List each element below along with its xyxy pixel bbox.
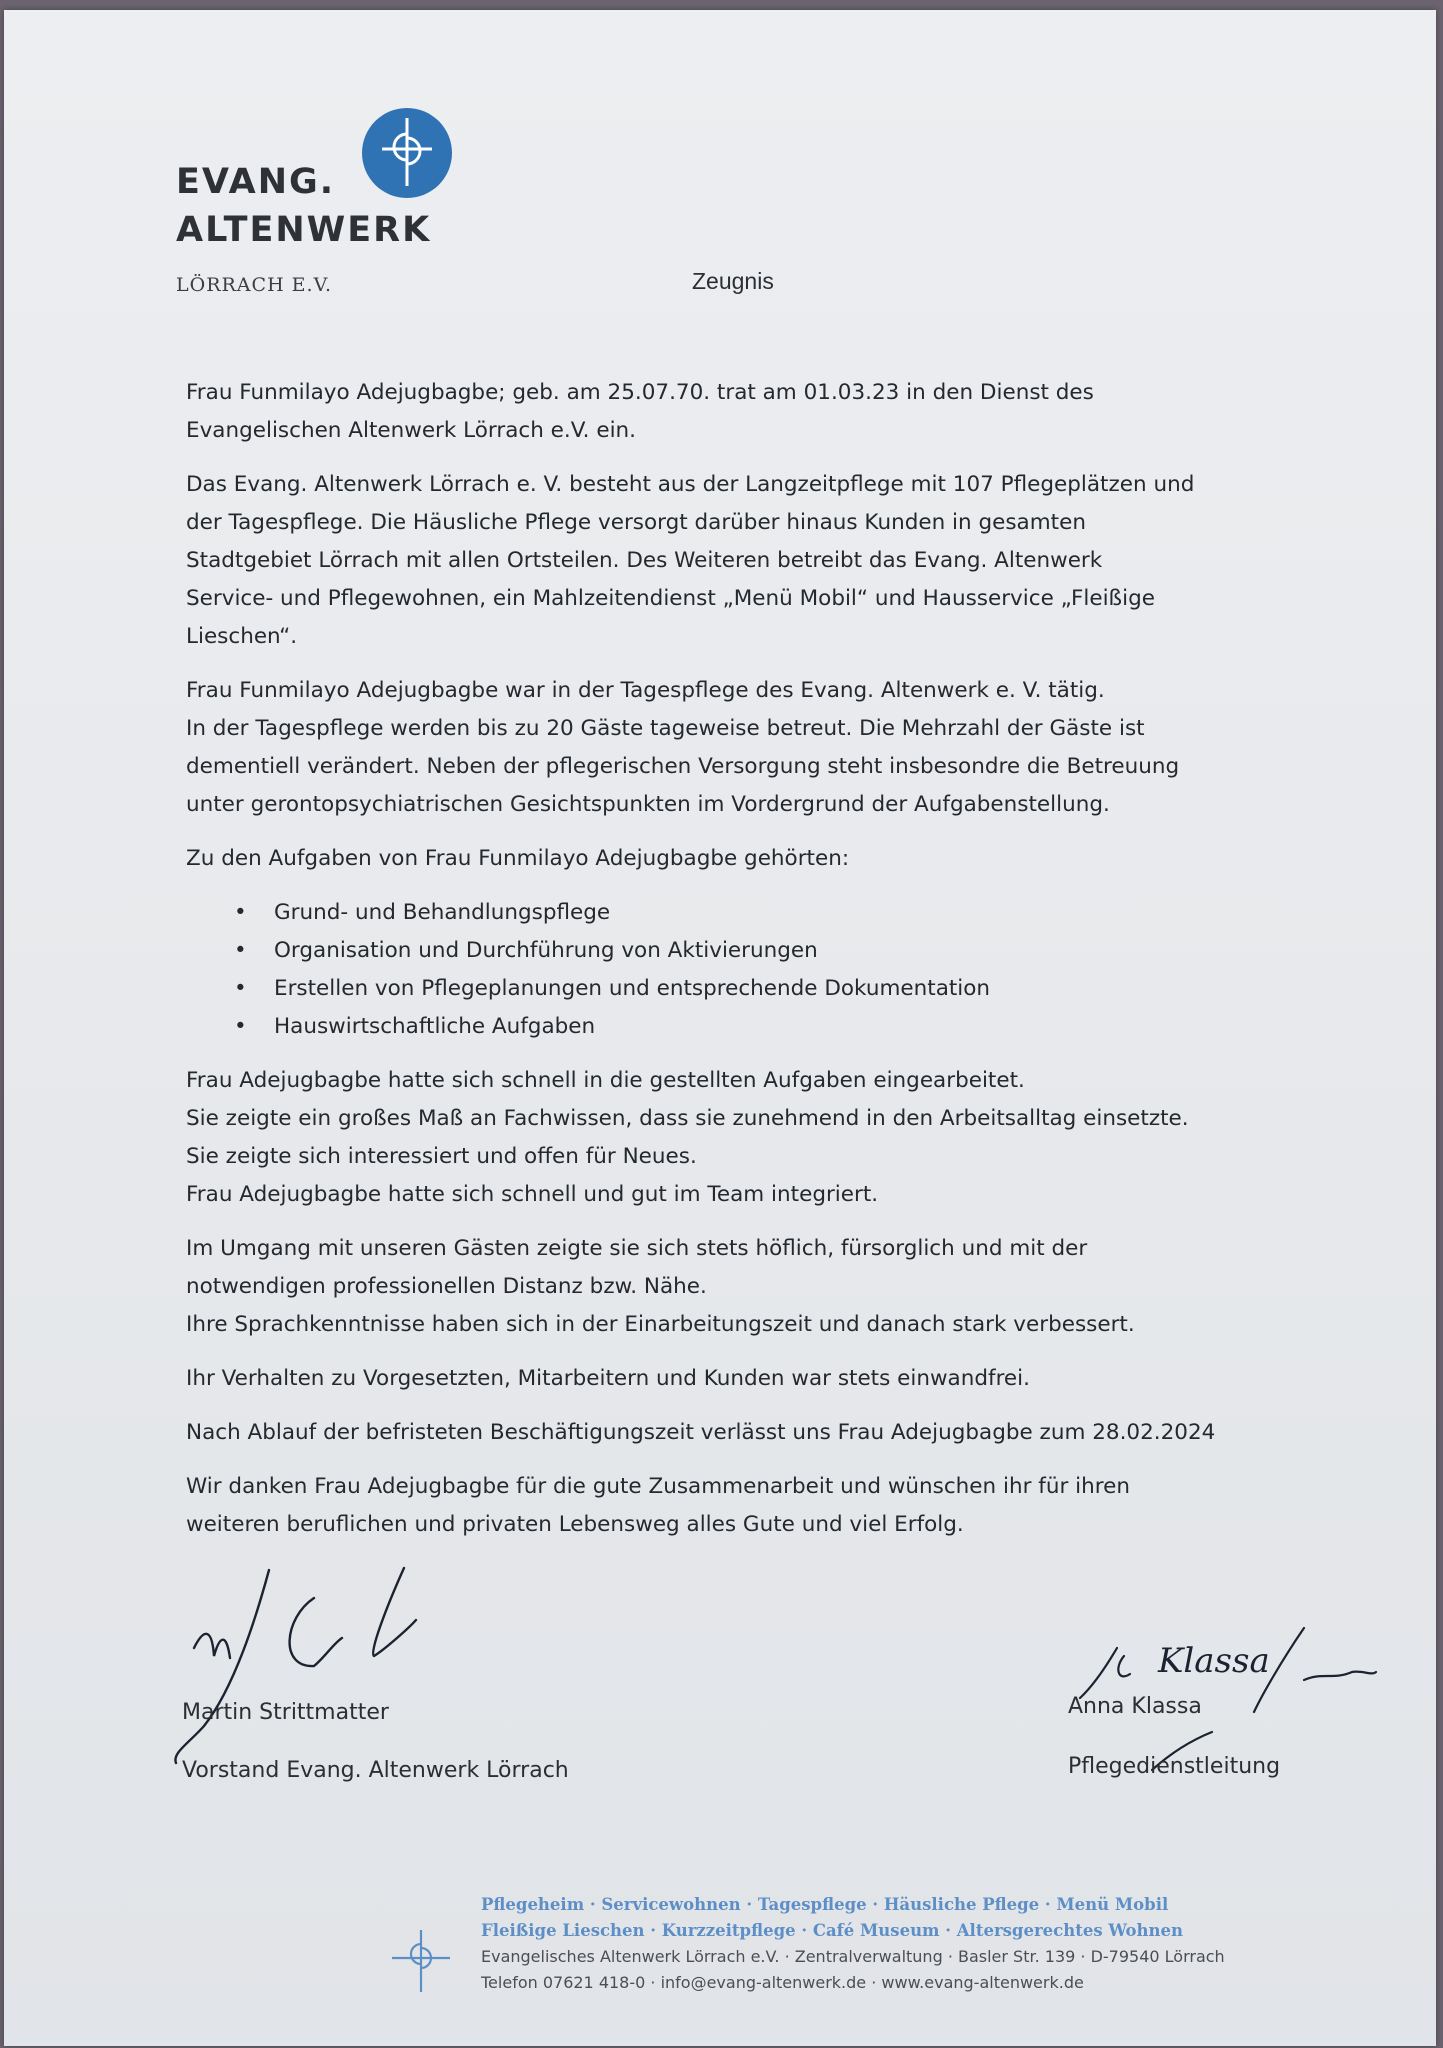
signatory-name-left: Martin Strittmatter [182, 1700, 389, 1725]
paragraph-tasks-heading: Zu den Aufgaben von Frau Funmilayo Adejugbagbe gehörten: [186, 846, 850, 871]
signatory-role-right: Pflegedienstleitung [1068, 1754, 1281, 1779]
task-item: • Grund- und Behandlungspflege [274, 894, 1316, 932]
footer-services-line-2: Fleißige Lieschen · Kurzzeitpflege · Café Museum · Altersgerechtes Wohnen [481, 1921, 1184, 1940]
paragraph-intro: Frau Funmilayo Adejugbagbe; geb. am 25.07.70. trat am 01.03.23 in den Dienst des Evangelischen Altenwerk Lörrach e.V. ein. [186, 380, 1094, 443]
document-title: Zeugnis [692, 268, 774, 294]
logo-line-location: LÖRRACH E.V. [176, 274, 333, 296]
letter-body [186, 374, 1316, 1560]
footer [481, 1892, 1225, 1996]
paragraph-conduct-staff: Ihr Verhalten zu Vorgesetzten, Mitarbeitern und Kunden war stets einwandfrei. [186, 1366, 1030, 1391]
footer-address: Evangelisches Altenwerk Lörrach e.V. · Zentralverwaltung · Basler Str. 139 · D-79540 Lörrach [481, 1947, 1225, 1966]
paragraph-performance: Frau Adejugbagbe hatte sich schnell in die gestellten Aufgaben eingearbeitet. Sie zeigte ein großes Maß an Fachwissen, dass sie zunehmend in den Arbeitsalltag einsetzte. Sie zeigte sich interessiert und offen für Neues. Frau Adejugbagbe hatte sich schnell und gut im Team integriert. [186, 1068, 1189, 1207]
letterhead-logo [176, 158, 431, 296]
signatory-role-left: Vorstand Evang. Altenwerk Lörrach [182, 1758, 569, 1783]
task-item: • Organisation und Durchführung von Aktivierungen [274, 932, 1316, 970]
signatory-name-right: Anna Klassa [1068, 1694, 1202, 1719]
paragraph-organisation: Das Evang. Altenwerk Lörrach e. V. besteht aus der Langzeitpflege mit 107 Pflegeplätzen und der Tagespflege. Die Häusliche Pflege versorgt darüber hinaus Kunden in gesamten Stadtgebiet Lörrach mit allen Ortsteilen. Des Weiteren betreibt das Evang. Altenwerk Service- und Pflegewohnen, ein Mahlzeitendienst „Menü Mobil“ und Hausservice „Fleißige Lieschen“. [186, 472, 1195, 649]
paragraph-conduct-guests: Im Umgang mit unseren Gästen zeigte sie sich stets höflich, fürsorglich und mit der notwendigen professionellen Distanz bzw. Nähe. Ihre Sprachkenntnisse haben sich in der Einarbeitungszeit und danach stark verbessert. [186, 1236, 1135, 1337]
paragraph-tagespflege: Frau Funmilayo Adejugbagbe war in der Tagespflege des Evang. Altenwerk e. V. tätig. In der Tagespflege werden bis zu 20 Gäste tageweise betreut. Die Mehrzahl der Gäste ist dementiell verändert. Neben der pflegerischen Versorgung steht insbesondre die Betreuung unter gerontopsychiatrischen Gesichtspunkten im Vordergrund der Aufgabenstellung. [186, 678, 1180, 817]
signature-strittmatter [164, 1558, 504, 1768]
letter-page [4, 10, 1436, 2046]
paragraph-closing: Wir danken Frau Adejugbagbe für die gute Zusammenarbeit und wünschen ihr für ihren weiteren beruflichen und privaten Lebensweg alles Gute und viel Erfolg. [186, 1474, 1130, 1537]
footer-services-line-1: Pflegeheim · Servicewohnen · Tagespflege · Häusliche Pflege · Menü Mobil [481, 1895, 1169, 1914]
logo-line-evang: EVANG. [176, 162, 336, 202]
task-item: • Erstellen von Pflegeplanungen und entsprechende Dokumentation [274, 970, 1316, 1008]
paragraph-end-date: Nach Ablauf der befristeten Beschäftigungszeit verlässt uns Frau Adejugbagbe zum 28.02.2024 [186, 1420, 1216, 1445]
logo-line-altenwerk: ALTENWERK [176, 210, 432, 250]
task-item: • Hauswirtschaftliche Aufgaben [274, 1008, 1316, 1046]
signature-klassa-handwriting: Klassa [1158, 1641, 1270, 1681]
task-list [186, 894, 1316, 1046]
footer-contact: Telefon 07621 418-0 · info@evang-altenwerk.de · www.evang-altenwerk.de [481, 1973, 1084, 1992]
footer-cross-icon [386, 1926, 456, 2001]
